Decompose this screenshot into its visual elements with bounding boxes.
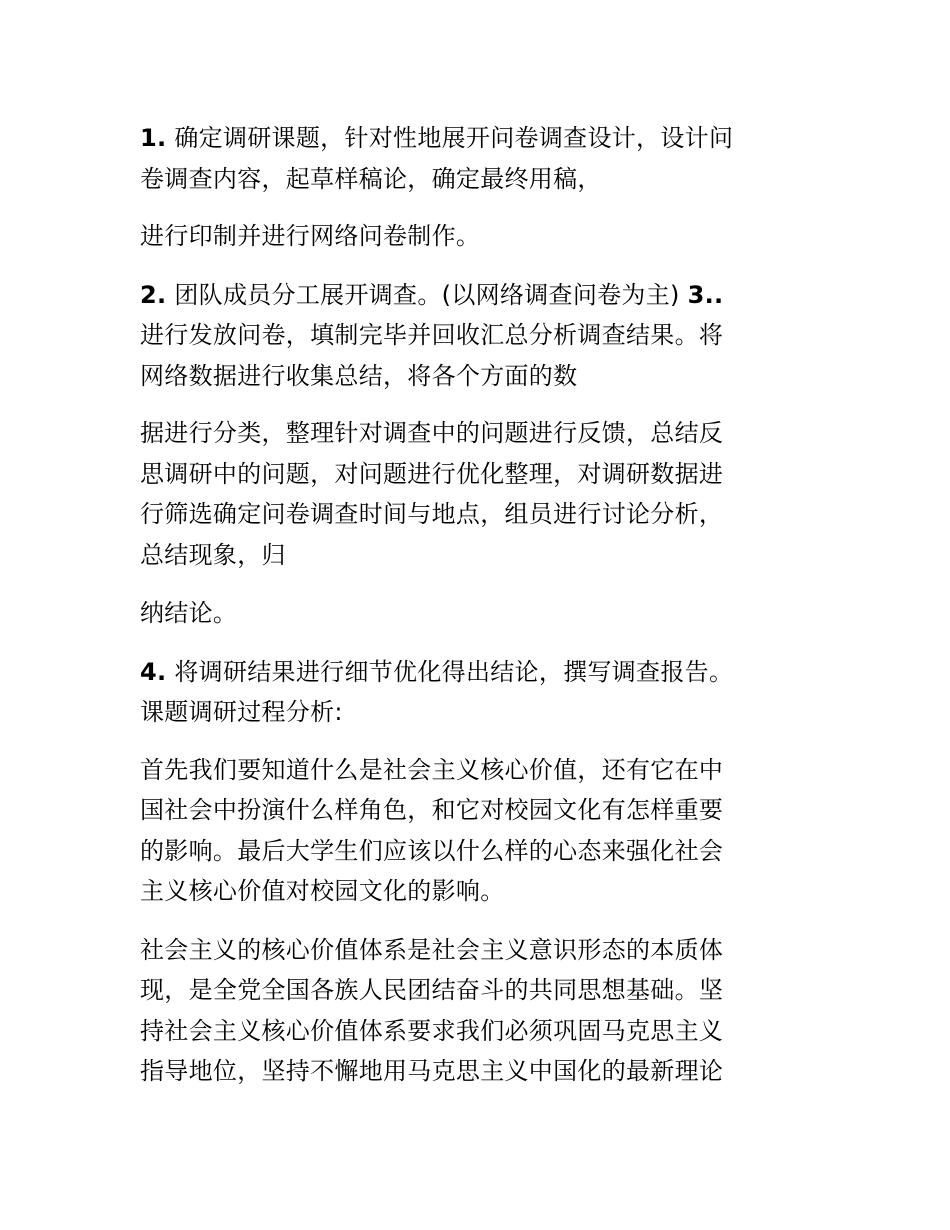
text-line [140, 275, 812, 316]
paragraph-core-values [140, 930, 812, 1092]
paragraph-step-4 [140, 652, 812, 733]
text-line: 卷调查内容，起草样稿论，确定最终用稿， [140, 164, 602, 193]
step-number: 2. [140, 280, 167, 309]
paragraph-step-3-end [140, 593, 812, 634]
text-line: 进行印制并进行网络问卷制作。 [140, 222, 481, 250]
text-line: 国社会中扮演什么样角色，和它对校园文化有怎样重要 [140, 796, 724, 824]
line-text: 团队成员分工展开调查。(以网络调查问卷为主) [166, 280, 688, 309]
text-line [140, 652, 812, 693]
text-line: 总结现象，归 [140, 540, 286, 569]
line-text: 确定调研课题，针对性地展开问卷调查设计，设计问 [166, 124, 734, 152]
paragraph-analysis-intro [140, 750, 812, 912]
section-heading: 课题调研过程分析: [140, 698, 343, 726]
paragraph-step-1 [140, 118, 812, 199]
step-number: 4. [140, 657, 167, 686]
text-line: 进行发放问卷，填制完毕并回收汇总分析调查结果。将 [140, 321, 724, 349]
paragraph-step-3-continued [140, 413, 812, 575]
text-line: 思调研中的问题，对问题进行优化整理，对调研数据进 [140, 459, 724, 488]
text-line: 持社会主义核心价值体系要求我们必须巩固马克思主义 [140, 1016, 724, 1045]
text-line: 指导地位，坚持不懈地用马克思主义中国化的最新理论 [140, 1057, 724, 1085]
text-line: 现，是全党全国各族人民团结奋斗的共同思想基础。坚 [140, 976, 724, 1004]
text-line: 据进行分类，整理针对调查中的问题进行反馈，总结反 [140, 419, 724, 447]
text-line: 的影响。最后大学生们应该以什么样的心态来强化社会 [140, 836, 724, 865]
line-text: 将调研结果进行细节优化得出结论，撰写调查报告。 [166, 657, 734, 686]
text-line: 首先我们要知道什么是社会主义核心价值，还有它在中 [140, 755, 724, 784]
text-line: 网络数据进行收集总结，将各个方面的数 [140, 361, 578, 390]
text-line: 纳结论。 [140, 599, 238, 627]
step-number: 1. [140, 124, 167, 152]
text-line: 社会主义的核心价值体系是社会主义意识形态的本质体 [140, 935, 724, 964]
paragraph-step-1-continued [140, 216, 812, 257]
text-line: 主义核心价值对校园文化的影响。 [140, 877, 505, 905]
paragraph-step-2-3 [140, 275, 812, 397]
text-line: 行筛选确定问卷调查时间与地点，组员进行讨论分析， [140, 500, 724, 528]
text-line [140, 118, 812, 159]
step-number: 3.. [687, 280, 724, 309]
